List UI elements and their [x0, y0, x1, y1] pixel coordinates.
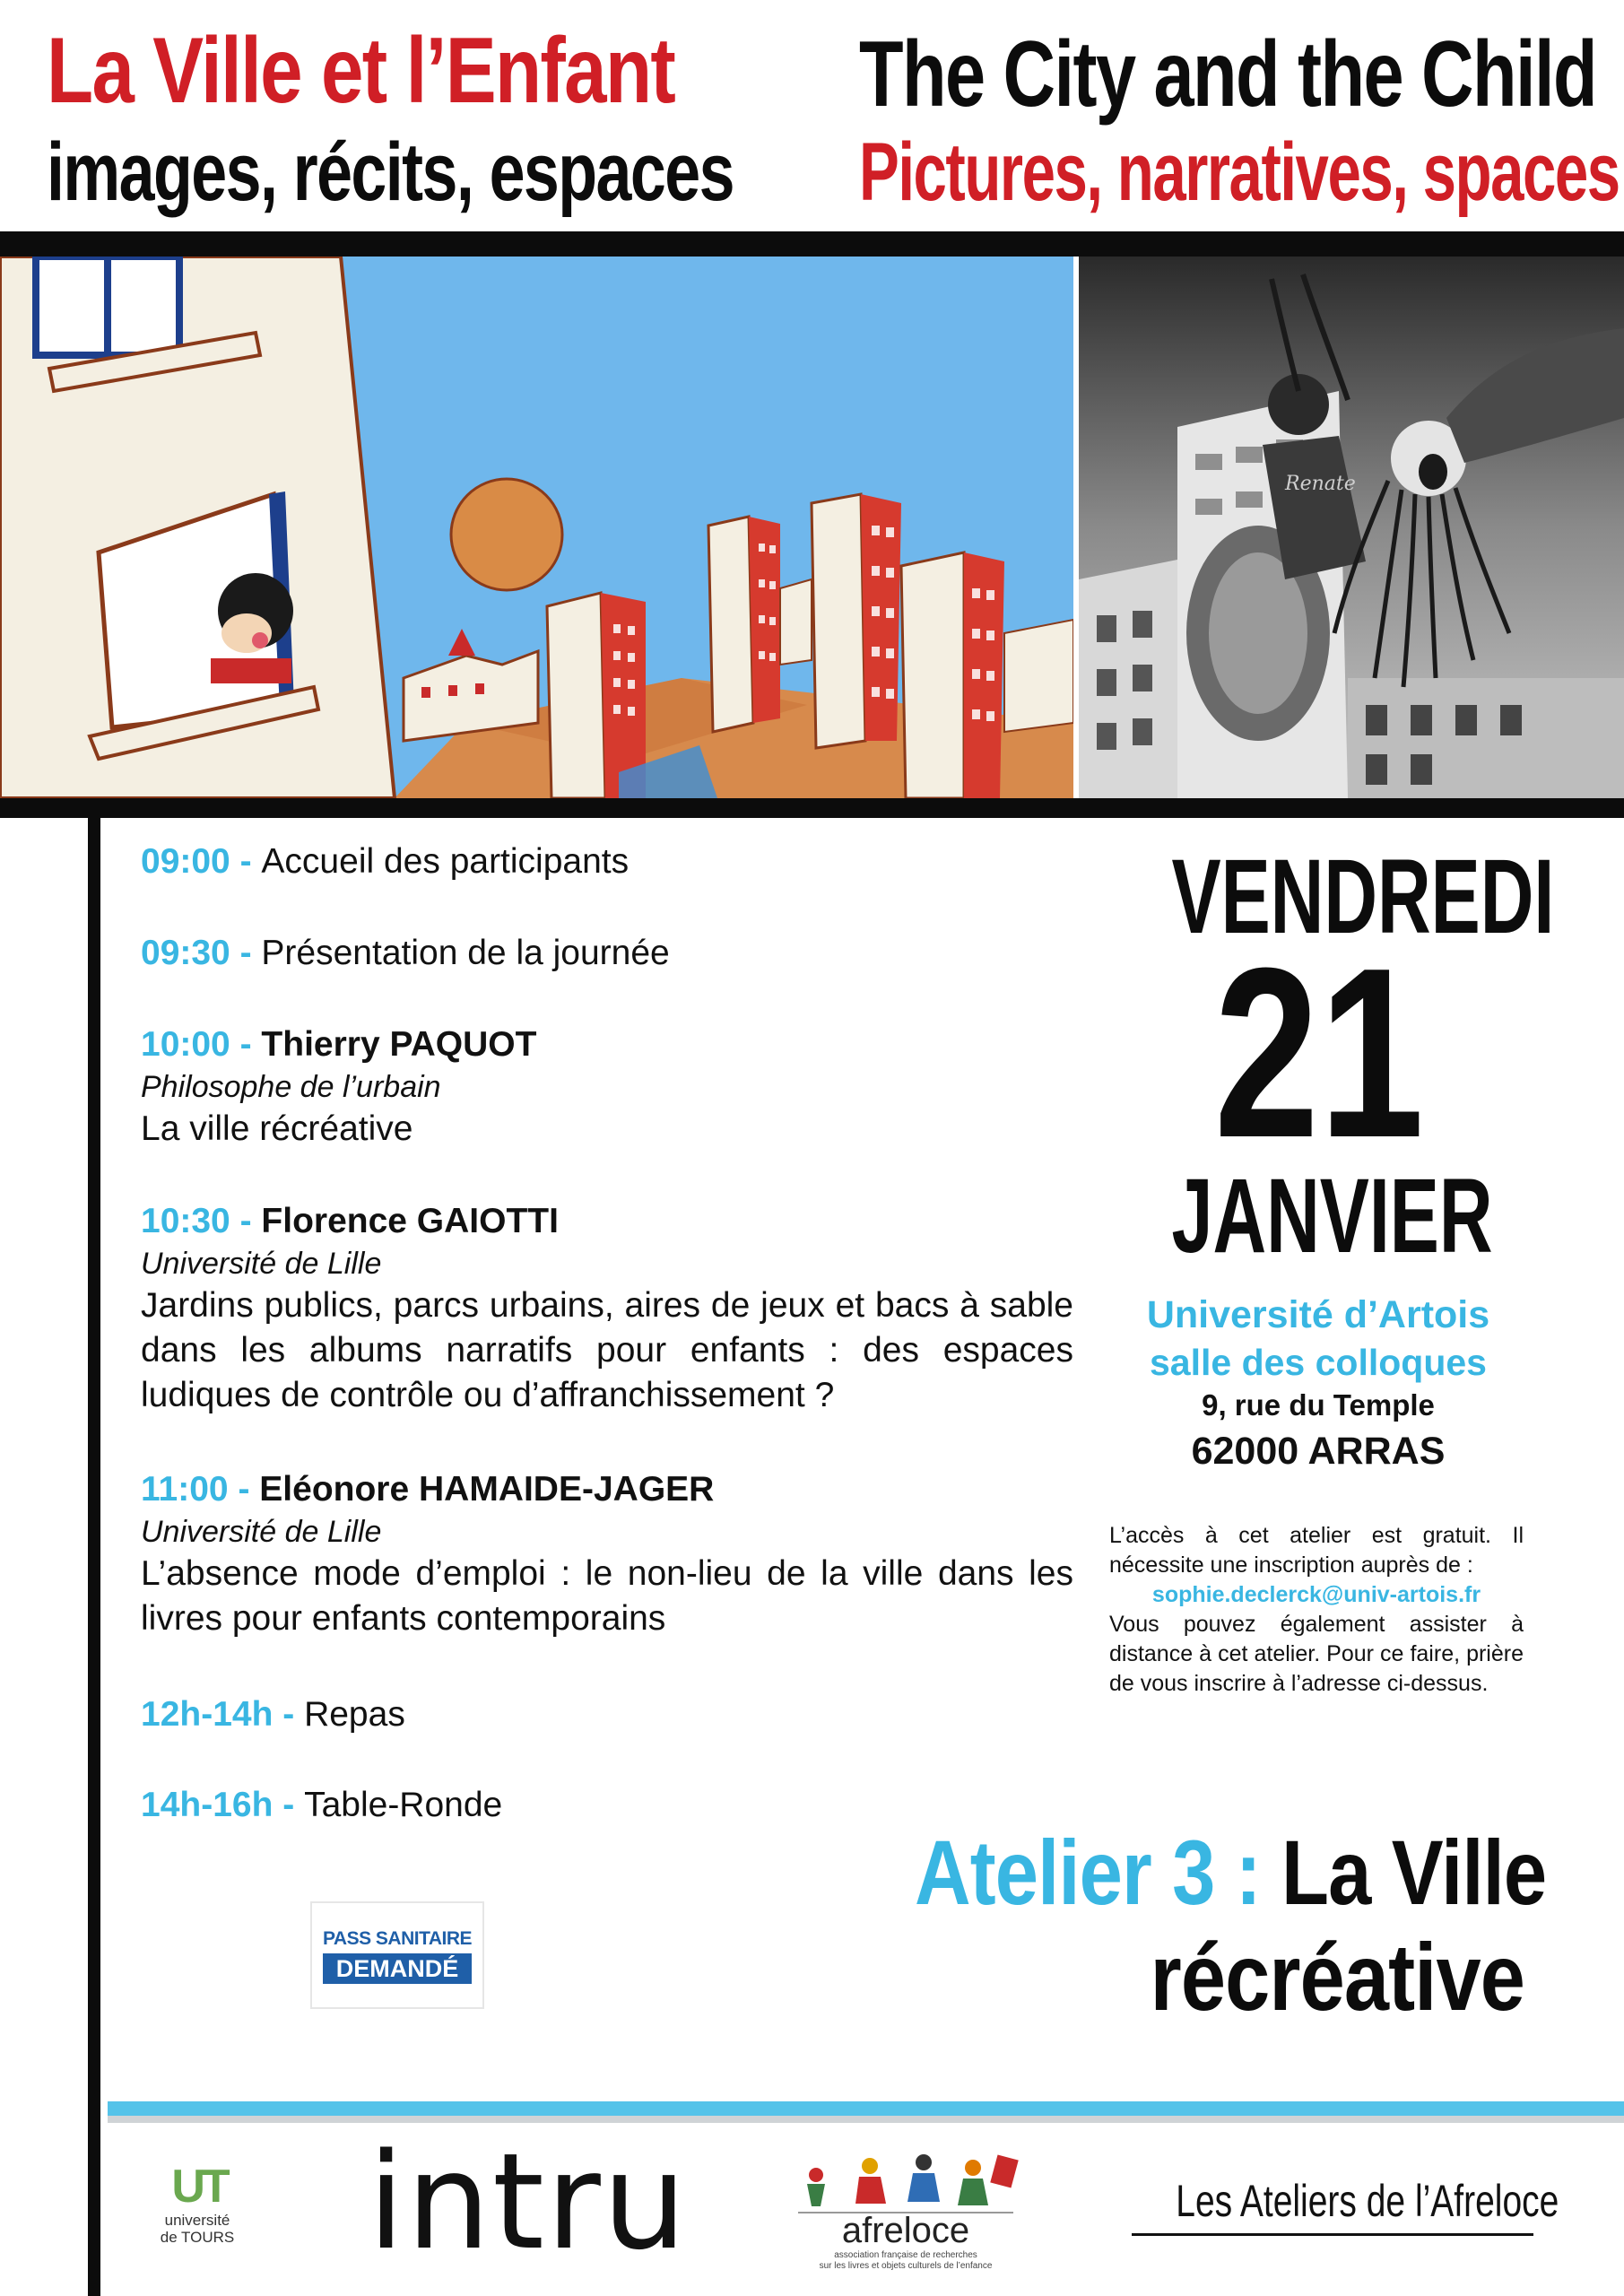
talk-title: La ville récréative	[141, 1109, 413, 1148]
english-title: The City and the Child	[859, 22, 1596, 126]
schedule-text: Présentation de la journée	[261, 934, 670, 972]
english-subtitle: Pictures, narratives, spaces	[859, 126, 1620, 218]
registration-note	[1109, 1521, 1524, 1699]
schedule-item-paquot: 10:00 - Thierry PAQUOT Philosophe de l’urbain La ville récréative	[141, 1022, 1073, 1152]
schedule-item-lunch: 12h-14h - Repas	[141, 1695, 405, 1734]
venue-university: Université d’Artois	[1146, 1293, 1490, 1336]
ateliers-afreloce-label	[1132, 2174, 1559, 2236]
city-illustration	[0, 257, 1073, 798]
speaker-name: Eléonore HAMAIDE-JAGER	[259, 1470, 715, 1509]
image-bottom-rule	[0, 798, 1624, 818]
tours-mark: UT	[171, 2161, 227, 2213]
universite-de-tours-logo	[143, 2161, 251, 2251]
afreloce-name: afreloce	[841, 2211, 970, 2250]
talk-title: Jardins publics, parcs urbains, aires de jeux et bacs à sable dans les albums narratifs pour enfants : des espaces ludiques de contrôle ou d’affranchissement ?	[141, 1286, 1073, 1414]
venue-street: 9, rue du Temple	[1202, 1388, 1435, 1422]
atelier-title-line1: La Ville	[1281, 1822, 1547, 1924]
ateliers-afreloce-text: Les Ateliers de l’Afreloce	[1176, 2176, 1559, 2226]
registration-intro: L’accès à cet atelier est gratuit. Il nécessite une inscription auprès de :	[1109, 1523, 1524, 1578]
afreloce-logo	[780, 2139, 1031, 2274]
schedule-text: Accueil des participants	[261, 842, 630, 881]
header-rule	[0, 231, 1624, 257]
venue-city: 62000 ARRAS	[1191, 1430, 1446, 1473]
atelier-title-line2: récréative	[1150, 1925, 1524, 2031]
schedule-time: 11:00	[141, 1470, 229, 1509]
schedule-item-hamaide-jager: 11:00 - Eléonore HAMAIDE-JAGER Université de Lille L’absence mode d’emploi : le non-lieu de la ville dans les livres pour enfants contemporains	[141, 1467, 1073, 1641]
schedule-time: 09:00	[141, 842, 230, 881]
venue-room: salle des colloques	[1150, 1342, 1487, 1383]
date-month: JANVIER	[1171, 1157, 1493, 1275]
afreloce-tagline1: association française de recherches	[834, 2250, 977, 2260]
speaker-affiliation: Philosophe de l’urbain	[141, 1070, 441, 1104]
footer-rule	[108, 2101, 1624, 2116]
schedule-item-gaiotti: 10:30 - Florence GAIOTTI Université de Lille Jardins publics, parcs urbains, aires de jeux et bacs à sable dans les albums narratifs pour enfants : des espaces ludiques de contrôle ou d’affranchissement ?	[141, 1199, 1073, 1418]
tours-line1: université	[164, 2212, 230, 2229]
ateliers-underline	[1132, 2233, 1533, 2236]
schedule-item-roundtable: 14h-16h - Table-Ronde	[141, 1786, 503, 1824]
date-weekday: VENDREDI	[1171, 838, 1555, 956]
svg-text:Renate: Renate	[1285, 473, 1356, 495]
pass-badge-line2: DEMANDÉ	[323, 1953, 472, 1984]
speaker-name: Florence GAIOTTI	[261, 1202, 559, 1240]
french-title: La Ville et l’Enfant	[47, 19, 675, 123]
pass-sanitaire-badge	[310, 1901, 484, 2009]
afreloce-tagline2: sur les livres et objets culturels de l’enfance	[819, 2261, 993, 2271]
pass-badge-line1: PASS SANITAIRE	[322, 1928, 473, 1949]
atelier-label: Atelier 3 :	[915, 1822, 1261, 1924]
french-subtitle: images, récits, espaces	[47, 126, 734, 218]
children-photo	[1079, 257, 1624, 798]
schedule-time: 10:00	[141, 1025, 230, 1064]
schedule-item-welcome: 09:00 - Accueil des participants	[141, 842, 630, 881]
registration-email-link[interactable]: sophie.declerck@univ-artois.fr	[1151, 1582, 1481, 1607]
footer-rule-shadow	[108, 2116, 1624, 2123]
talk-title: L’absence mode d’emploi : le non-lieu de la ville dans les livres pour enfants contemporains	[141, 1554, 1073, 1638]
schedule-text: Table-Ronde	[304, 1786, 503, 1824]
schedule-text: Repas	[304, 1695, 405, 1734]
schedule-time: 12h-14h	[141, 1695, 274, 1734]
atelier-heading	[915, 1819, 1547, 1926]
afreloce-children-icon	[780, 2139, 1031, 2220]
speaker-affiliation: Université de Lille	[141, 1515, 382, 1549]
left-vertical-bar	[88, 818, 100, 2296]
speaker-name: Thierry PAQUOT	[261, 1025, 537, 1064]
tours-line2: de TOURS	[160, 2229, 235, 2246]
speaker-affiliation: Université de Lille	[141, 1247, 382, 1281]
schedule-item-presentation: 09:30 - Présentation de la journée	[141, 934, 670, 972]
schedule-time: 10:30	[141, 1202, 230, 1240]
schedule-time: 09:30	[141, 934, 230, 972]
intru-logo: intru	[368, 2125, 689, 2279]
registration-remote: Vous pouvez également assister à distance à cet atelier. Pour ce faire, prière de vous inscrire à l’adresse ci-dessus.	[1109, 1612, 1524, 1696]
schedule-time: 14h-16h	[141, 1786, 274, 1824]
date-day: 21	[1213, 918, 1425, 1188]
